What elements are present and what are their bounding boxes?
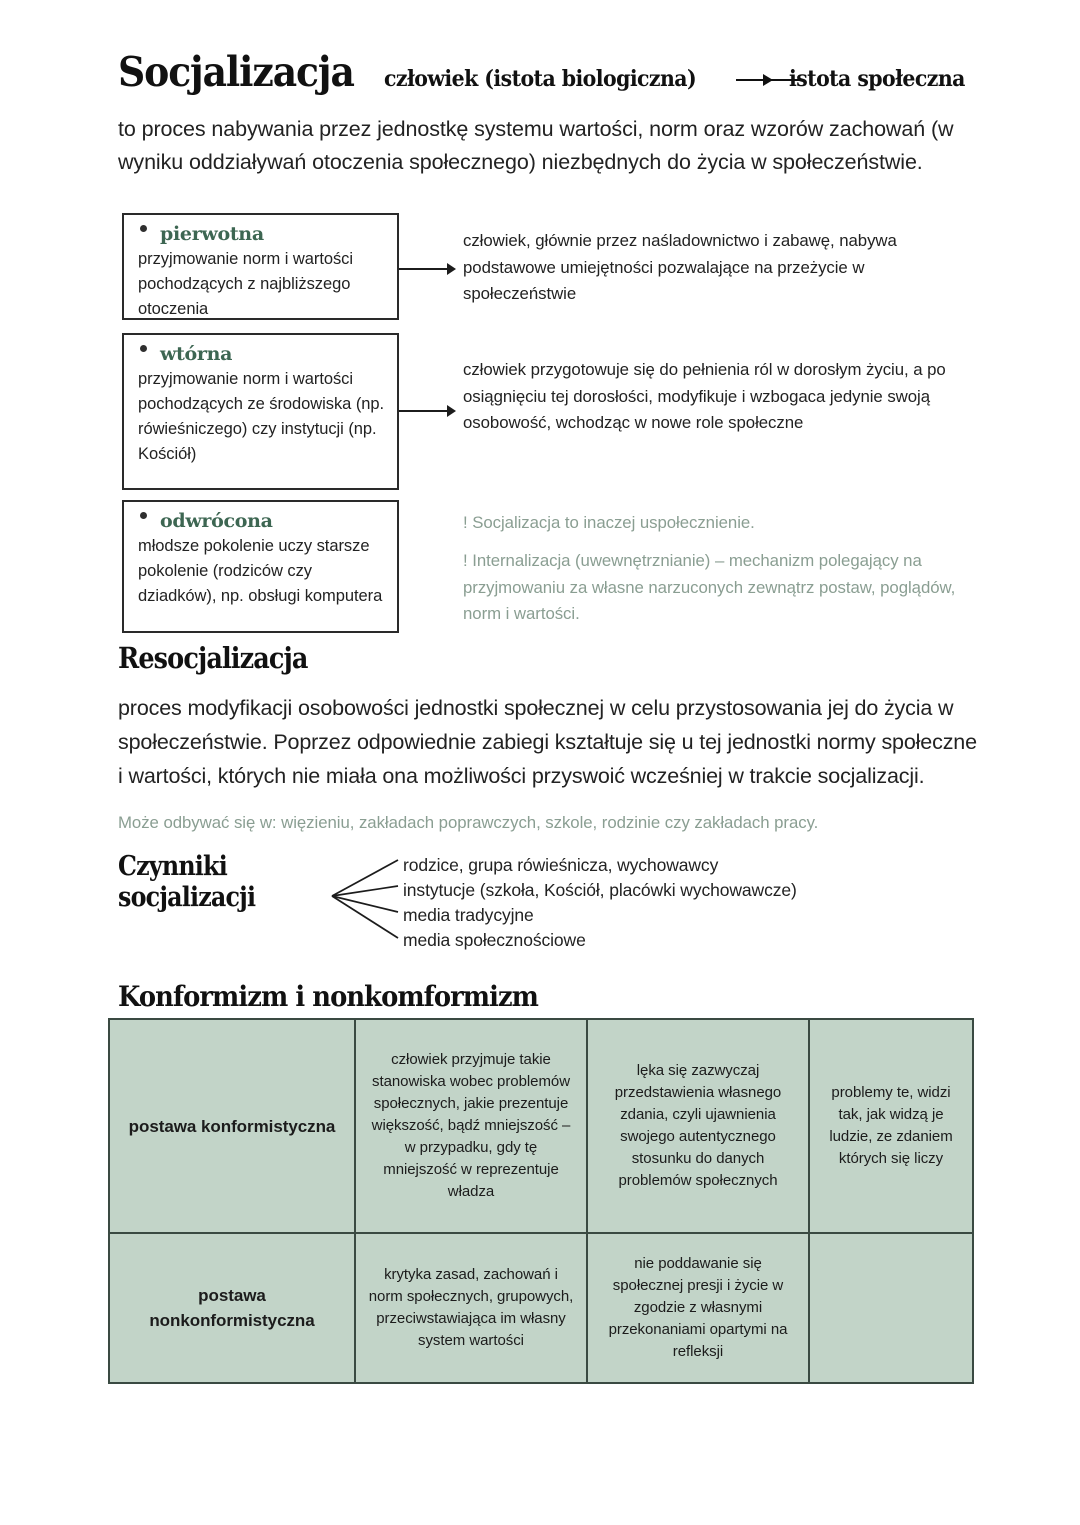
czynnik-item: media tradycyjne — [403, 905, 534, 925]
heading-czynniki-line1: Czynniki — [118, 851, 227, 882]
table-cell: człowiek przyjmuje takie stanowiska wobec problemów społecznych, jakie prezentuje większość, bądź mniejszość – w przypadku, gdy tę mniejszość w reprezentuje władza — [355, 1019, 587, 1233]
box-title-pierwotna — [160, 223, 385, 245]
heading-konformizm: Konformizm i nonkomformizm — [118, 980, 538, 1013]
bullet-icon — [140, 512, 147, 519]
table-cell-empty — [809, 1233, 973, 1383]
box-body-pierwotna: przyjmowanie norm i wartości pochodzących z najbliższego otoczenia — [138, 250, 353, 318]
definition-box-pierwotna — [122, 213, 399, 320]
table-cell: nie poddawanie się społecznej presji i życie w zgodzie z własnymi przekonaniami opartymi na refleksji — [587, 1233, 809, 1383]
page-title-row — [118, 48, 978, 102]
long-right-arrow-icon — [736, 74, 773, 86]
bullet-icon — [140, 345, 147, 352]
description-pierwotna: człowiek, głównie przez naśladownictwo i zabawę, nabywa podstawowe umiejętności pozwalające na przeżycie w społeczeństwie — [463, 231, 897, 303]
definition-box-wtorna — [122, 333, 399, 490]
box-title-text: odwrócona — [160, 510, 273, 532]
konformizm-table — [108, 1018, 974, 1384]
table-cell: krytyka zasad, zachowań i norm społecznych, grupowych, przeciwstawiająca im własny system wartości — [355, 1233, 587, 1383]
bullet-icon — [140, 225, 147, 232]
side-note-1: ! Socjalizacja to inaczej uspołecznienie. — [463, 513, 755, 532]
intro-paragraph: to proces nabywania przez jednostkę systemu wartości, norm oraz wzorów zachowań (w wyniku oddziaływań otoczenia społecznego) niezbędnych do życia w społeczeństwie. — [118, 117, 954, 174]
definition-box-odwrocona — [122, 500, 399, 633]
note-resocjalizacja: Może odbywać się w: więzieniu, zakładach poprawczych, szkole, rodzinie czy zakładach pracy. — [118, 813, 819, 832]
table-cell-label: postawa konformistyczna — [109, 1019, 355, 1233]
czynniki-fan-lines — [280, 848, 420, 948]
table-row — [109, 1233, 973, 1383]
page-title: Socjalizacja — [118, 48, 354, 96]
box-title-wtorna — [160, 343, 385, 365]
description-wtorna: człowiek przygotowuje się do pełnienia ról w dorosłym życiu, a po osiągnięciu tej dorosłości, modyfikuje i wzbogaca jedynie swoją osobowość, wchodząc w nowe role społeczne — [463, 360, 946, 432]
czynnik-item: media społecznościowe — [403, 930, 586, 950]
box-title-text: pierwotna — [160, 223, 264, 245]
box-body-wtorna: przyjmowanie norm i wartości pochodzących ze środowiska (np. rówieśniczego) czy instytucji (np. Kościół) — [138, 370, 385, 463]
table-row — [109, 1019, 973, 1233]
czynnik-item: instytucje (szkoła, Kościół, placówki wychowawcze) — [403, 880, 797, 900]
paragraph-resocjalizacja: proces modyfikacji osobowości jednostki społecznej w celu przystosowania jej do życia w społeczeństwie. Poprzez odpowiednie zabiegi kształtuje się u tej jednostki normy społeczne i wartości, których nie miała ona możliwości przyswoić wcześniej w trakcie socjalizacji. — [118, 696, 977, 788]
heading-czynniki-socjalizacji — [118, 851, 255, 913]
side-note-2: ! Internalizacja (uwewnętrznianie) – mechanizm polegający na przyjmowaniu za własne narzuconych zewnątrz postaw, poglądów, norm i wartości. — [463, 551, 956, 623]
heading-resocjalizacja: Resocjalizacja — [118, 641, 308, 675]
box-title-text: wtórna — [160, 343, 233, 365]
title-subject-left: człowiek (istota biologiczna) — [384, 66, 697, 92]
czynnik-item: rodzice, grupa rówieśnicza, wychowawcy — [403, 855, 719, 875]
box-title-odwrocona — [160, 510, 385, 532]
heading-czynniki-line2: socjalizacji — [118, 882, 256, 913]
title-subject-right: istota społeczna — [788, 66, 965, 92]
table-cell: problemy te, widzi tak, jak widzą je ludzie, ze zdaniem których się liczy — [809, 1019, 973, 1233]
table-cell-label: postawa nonkonformistyczna — [109, 1233, 355, 1383]
table-cell: lęka się zazwyczaj przedstawienia własnego zdania, czyli ujawnienia swojego autentycznego stosunku do danych problemów społecznych — [587, 1019, 809, 1233]
box-body-odwrocona: młodsze pokolenie uczy starsze pokolenie (rodziców czy dziadków), np. obsługi komputera — [138, 537, 383, 605]
